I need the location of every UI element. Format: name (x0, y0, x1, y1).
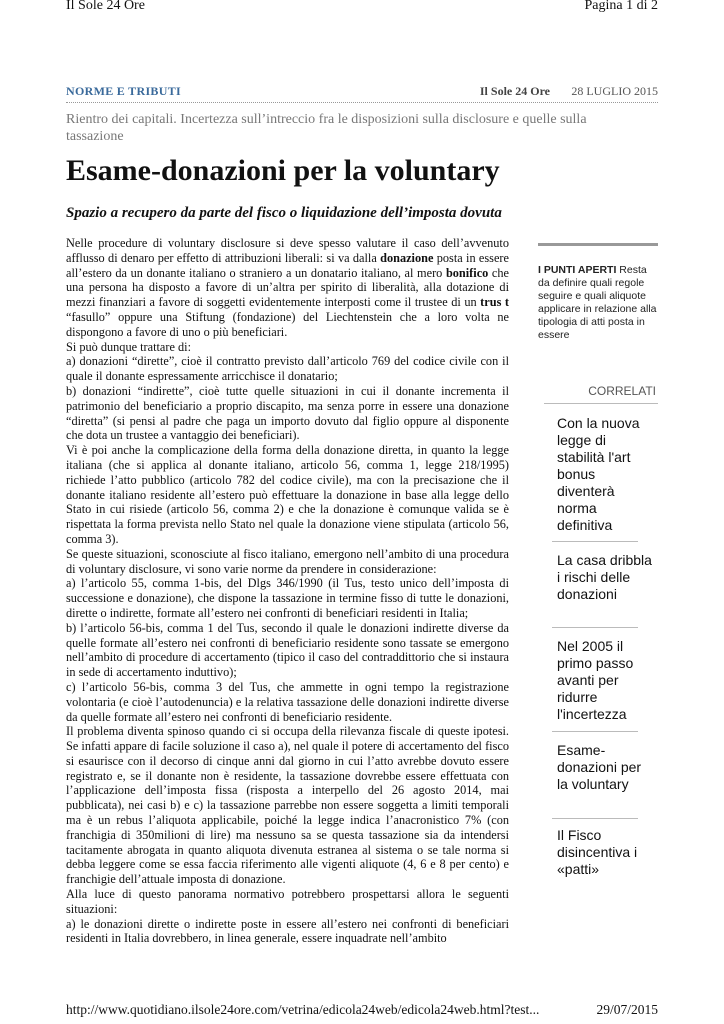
body-paragraph: Se queste situazioni, sconosciute al fisco italiano, emergono nell’ambito di una procedura di voluntary disclosure, vi sono varie norme da prendere in considerazione: (66, 546, 509, 576)
article-body (66, 236, 509, 946)
related-link[interactable]: Nel 2005 il primo passo avanti per ridurre l'incertezza (557, 638, 634, 722)
body-paragraph: Il problema diventa spinoso quando ci si occupa della rilevanza fiscale di queste ipotesi. Se infatti appare di facile soluzione il caso a), nel quale il potere di accertamento del fisco si esaurisce con il decorso di cinque anni dal giorno in cui l’atto avrebbe dovuto essere registrato e, se il donante non è residente, la tassazione dovrebbe essere effettuata con l’applicazione dell’imposta fissa (risposta a interpello del 26 agosto 2014, mai pubblicata), nei casi b) e c) la tassazione parrebbe non essere soggetta a limiti temporali ma è un rebus l’aliquota applicabile, poiché la legge indica l’anacronistico 7% (con franchigia di 350milioni di lire) ma nessuno sa se questa tassazione sia da intendersi tacitamente abrogata in quanto aliquota divenuta estranea al sistema o se tale norma si debba leggere come se essa faccia riferimento alle vigenti aliquote (4, 6 e 8 per cento) e franchigie dell’attuale imposta di donazione. (66, 724, 509, 887)
keyword-trust: trus t (480, 295, 509, 310)
keyword-bonifico: bonifico (445, 265, 489, 280)
related-link[interactable]: Il Fisco disincentiva i «patti» (557, 827, 638, 877)
open-points-text: Resta da definire quali regole seguire e quali aliquote applicare in relazione alla tipologia di atti posta in essere (538, 264, 657, 341)
related-divider (552, 541, 638, 542)
open-points-box (538, 243, 658, 342)
article-title: Esame-donazioni per la voluntary (66, 154, 500, 187)
body-paragraph: a) le donazioni dirette o indirette poste in essere all’estero nei confronti di beneficiari residenti in Italia dovrebbero, in linea generale, essere inquadrate nell’ambito (66, 916, 509, 946)
body-paragraph: b) donazioni “indirette”, cioè tutte quelle situazioni in cui il donante incrementa il patrimonio del beneficiario a proprio discapito, ma senza porre in essere una donazione “diretta” (si pensi al padre che paga un importo dovuto dal figlio oppure al disponente che dota un trustee a vantaggio dei beneficiari). (66, 383, 509, 443)
print-header-page-number: Pagina 1 di 2 (584, 0, 658, 13)
publication-date: 28 LUGLIO 2015 (571, 84, 658, 98)
body-paragraph: Vi è poi anche la complicazione della forma della donazione diretta, in quanto la legge italiana (che si applica al donante italiano, articolo 56, comma 1, legge 218/1995) richiede l’atto pubblico (articolo 782 del codice civile), ma con la precisazione che il donante italiano residente all’estero può effettuare la donazione in base alla legge dello Stato in cui risiede (articolo 56, comma 2) e che la donazione è comunque valida se è rispettata la forma prevista nello Stato nel quale la donazione viene stipulata (articolo 56, comma 3). (66, 443, 509, 546)
related-header: CORRELATI (588, 384, 656, 398)
print-footer-url: http://www.quotidiano.ilsole24ore.com/vetrina/edicola24web/edicola24web.html?test... (66, 1002, 540, 1017)
article-kicker: Rientro dei capitali. Incertezza sull’intreccio fra le disposizioni sulla disclosure e quelle sulla tassazione (66, 112, 587, 144)
body-paragraph: Si può dunque trattare di: (66, 339, 191, 354)
related-divider (552, 627, 638, 628)
print-header-source: Il Sole 24 Ore (66, 0, 145, 13)
related-divider (552, 731, 638, 732)
publication-brand: Il Sole 24 Ore (479, 84, 550, 98)
body-paragraph: Nelle procedure di voluntary disclosure si deve spesso valutare il caso dell’avvenuto afflusso di denaro per effetto di attribuzioni liberali: si va dalla donazione posta in essere all’estero da un donante italiano o straniero a un donatario italiano, al mero bonifico che una persona ha disposto a favore di un’altra per spirito di liberalità, alla dotazione di mezzi finanziari a favore di soggetti evidentemente interposti come il trustee di un trus t “fasullo” oppure una Stiftung (fondazione) del Liechtenstein che a loro volta ne dispongono a favore di uno o più beneficiari. (66, 236, 509, 339)
body-paragraph: a) l’articolo 55, comma 1-bis, del Dlgs 346/1990 (il Tus, testo unico dell’imposta di successione e donazione), che dispone la tassazione in termine fisso di tutte le donazioni, dirette o indirette, formate all’estero nei confronti di beneficiari residenti in Italia; (66, 576, 509, 620)
article-topbar (66, 84, 658, 103)
section-link[interactable]: NORME E TRIBUTI (66, 84, 181, 98)
body-paragraph: Alla luce di questo panorama normativo potrebbero prospettarsi allora le seguenti situazioni: (66, 887, 509, 916)
related-link[interactable]: Esame-donazioni per la voluntary (557, 742, 642, 792)
keyword-donazione: donazione (380, 250, 434, 265)
body-paragraph: a) donazioni “dirette”, cioè il contratto previsto dall’articolo 769 del codice civile con il quale il donante espressamente arricchisce il donatario; (66, 354, 509, 384)
open-points-label: I PUNTI APERTI (538, 264, 617, 276)
article-subtitle: Spazio a recupero da parte del fisco o liquidazione dell’imposta dovuta (66, 205, 502, 221)
related-link[interactable]: Con la nuova legge di stabilità l'art bonus diventerà norma definitiva (557, 415, 640, 533)
print-footer-date: 29/07/2015 (596, 1002, 658, 1017)
print-header (0, 0, 724, 22)
related-divider (544, 403, 658, 404)
related-divider (552, 818, 638, 819)
body-paragraph: c) l’articolo 56-bis, comma 3 del Tus, che ammette in ogni tempo la registrazione volontaria (e cioè l’autodenuncia) e la relativa tassazione delle donazioni indirette diverse da quelle formate all’estero nei confronti di beneficiario residente. (66, 679, 509, 724)
related-link[interactable]: La casa dribbla i rischi delle donazioni (557, 552, 652, 602)
body-paragraph: b) l’articolo 56-bis, comma 1 del Tus, secondo il quale le donazioni indirette diverse da quelle formate all’estero nei confronti di beneficiario residente sono tassate se emergono nell’ambito di procedure di accertamento (tipico il caso del contraddittorio che si instaura in sede di accertamento induttivo); (66, 620, 509, 680)
